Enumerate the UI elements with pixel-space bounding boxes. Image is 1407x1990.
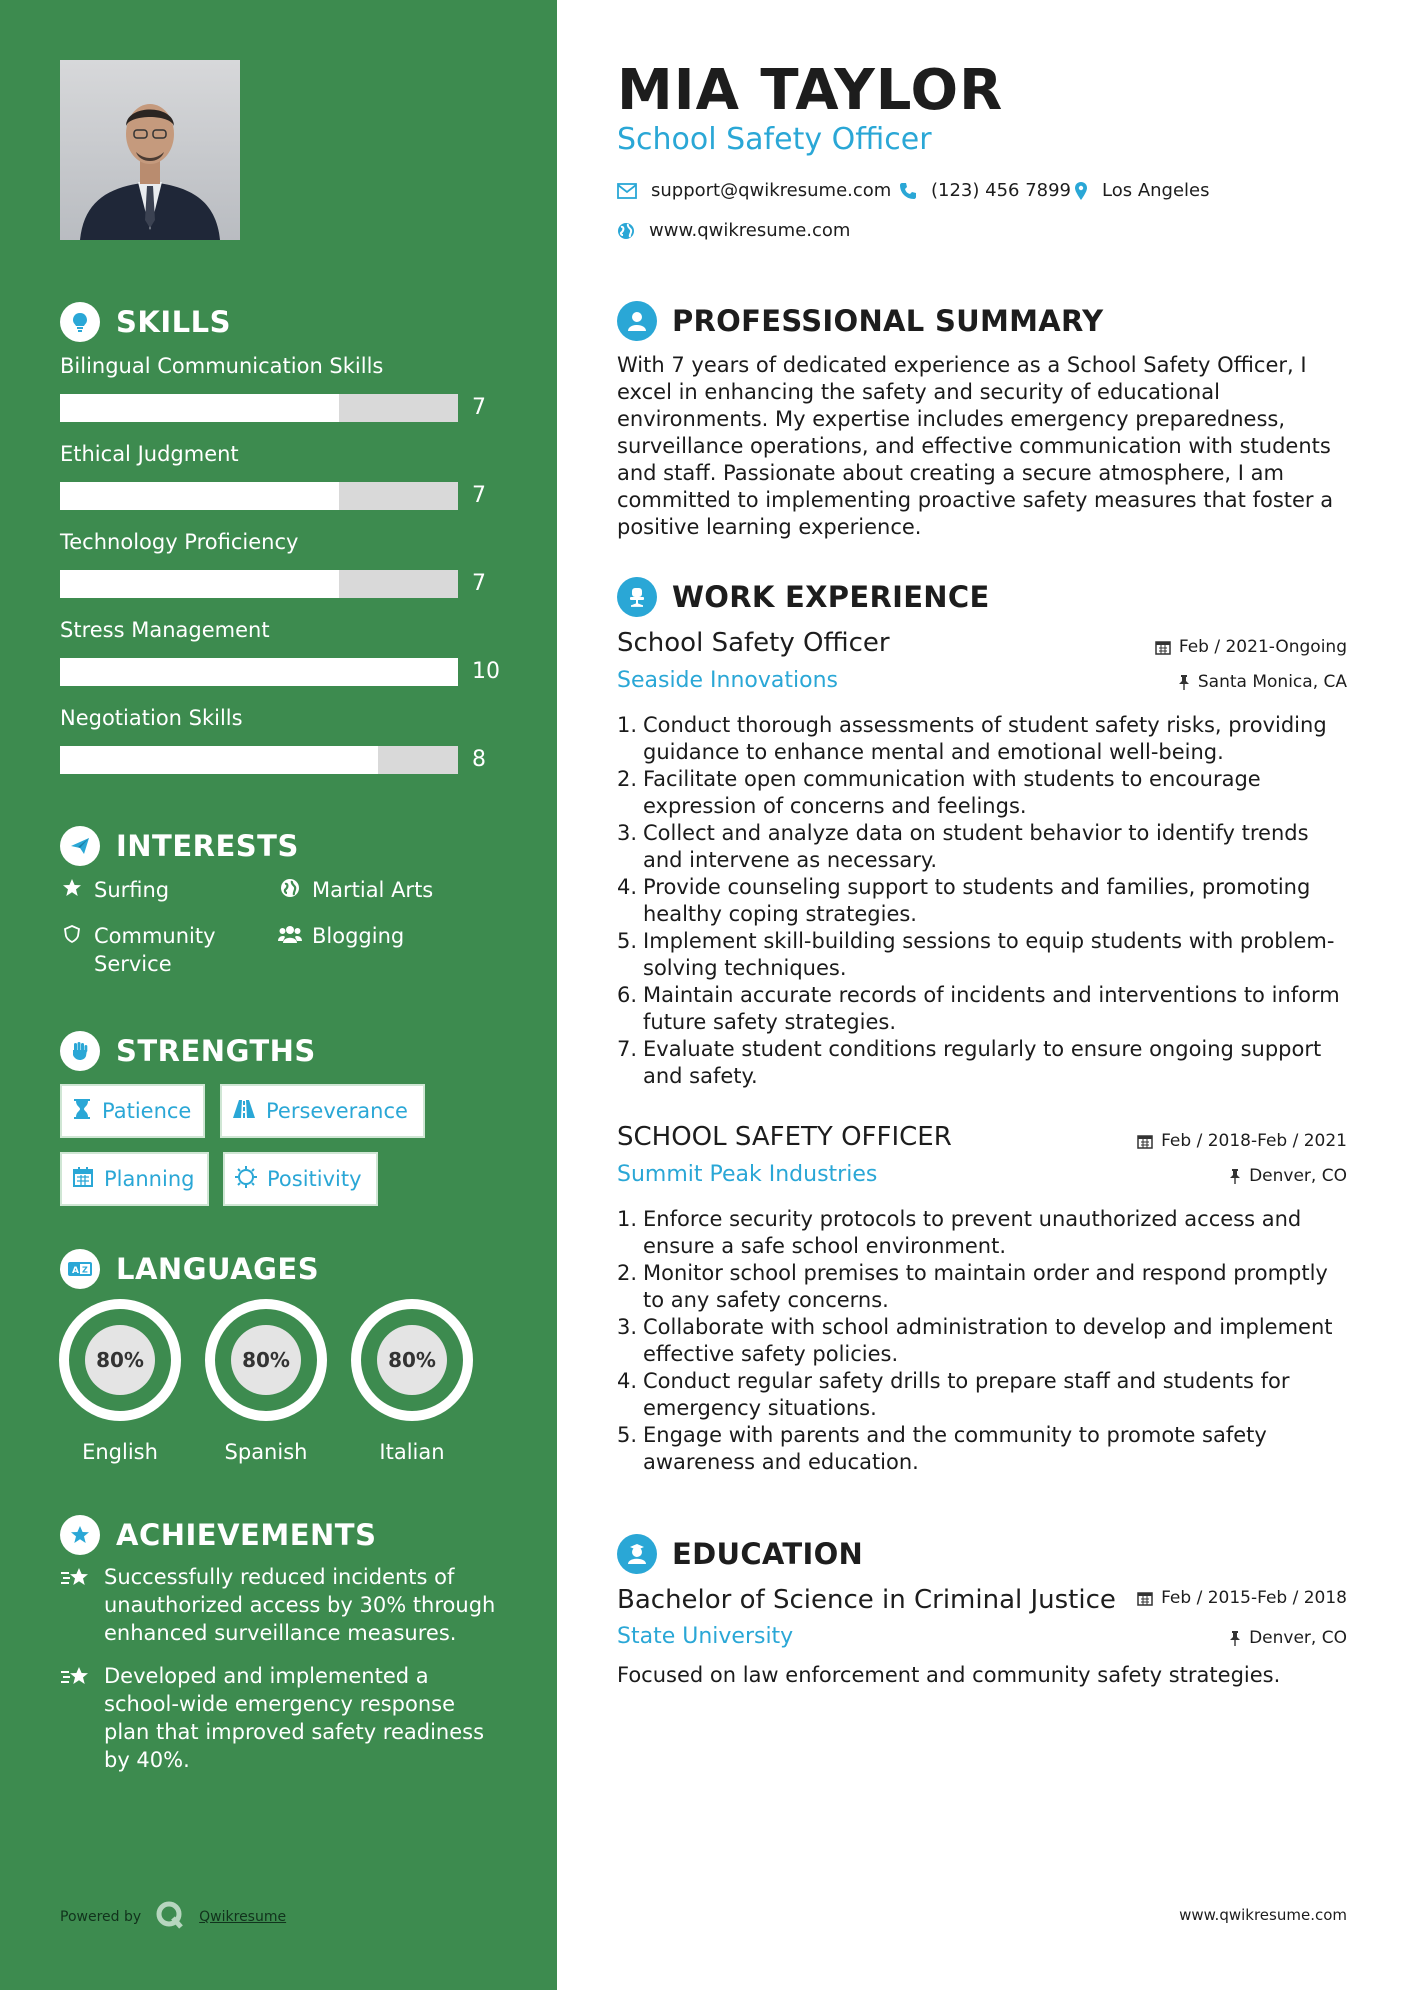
strengths-heading	[60, 1031, 316, 1071]
education-degree: Bachelor of Science in Criminal Justice	[617, 1585, 1116, 1615]
sidebar	[0, 0, 557, 1990]
duty-text: Maintain accurate records of incidents and interventions to inform future safety strategies.	[643, 983, 1340, 1034]
job-dates	[1137, 1131, 1347, 1151]
fist-icon	[60, 1031, 100, 1071]
star-icon	[60, 876, 84, 898]
language-item	[204, 1298, 328, 1464]
skill-bar	[60, 658, 458, 686]
language-percent: 80%	[242, 1348, 290, 1372]
language-item	[350, 1298, 474, 1464]
summary-text: With 7 years of dedicated experience as a School Safety Officer, I excel in enhancing the safety and security of educational environments. My expertise includes emergency preparedness, surveillance operations, and effective communication with students and staff. Passionate about creating a secure atmosphere, I am committed to implementing proactive safety measures that foster a positive learning experience.	[617, 353, 1334, 539]
experience-title: WORK EXPERIENCE	[672, 580, 990, 614]
skill-value: 10	[472, 659, 500, 684]
skill-item	[60, 440, 500, 508]
road-icon	[232, 1099, 256, 1123]
contact-phone	[899, 180, 1071, 201]
duty-item: 1. Enforce security protocols to prevent unauthorized access and ensure a safe school environment.	[617, 1206, 1347, 1260]
skill-name: Bilingual Communication Skills	[60, 354, 384, 378]
education-location	[1229, 1628, 1347, 1648]
interests-title: INTERESTS	[116, 829, 299, 863]
education-description: Focused on law enforcement and community safety strategies.	[617, 1663, 1281, 1687]
qwikresume-logo-icon	[155, 1900, 185, 1934]
duty-text: Engage with parents and the community to promote safety awareness and education.	[643, 1423, 1267, 1474]
paper-plane-icon	[60, 826, 100, 866]
calendar-icon	[1137, 1133, 1153, 1149]
globe-icon	[617, 222, 635, 240]
duty-text: Conduct regular safety drills to prepare staff and students for emergency situations.	[643, 1369, 1290, 1420]
job-dates-text: Feb / 2018-Feb / 2021	[1161, 1131, 1347, 1151]
duty-item: 5. Engage with parents and the community to promote safety awareness and education.	[617, 1422, 1347, 1476]
interest-item	[278, 876, 498, 904]
skill-item	[60, 528, 500, 596]
job-title: School Safety Officer	[617, 628, 890, 658]
interest-label: Surfing	[94, 878, 170, 902]
language-name: Italian	[379, 1440, 445, 1464]
language-icon	[60, 1249, 100, 1289]
shield-icon	[60, 922, 84, 944]
main-content	[617, 0, 1347, 1990]
education-heading	[617, 1533, 863, 1575]
skill-name: Stress Management	[60, 618, 270, 642]
skill-bar	[60, 482, 458, 510]
duty-text: Collect and analyze data on student behavior to identify trends and intervene as necessary.	[643, 821, 1309, 872]
duty-item: 4. Provide counseling support to students and families, promoting healthy coping strategies.	[617, 874, 1347, 928]
globe-icon	[278, 876, 302, 898]
skill-bar-fill	[60, 394, 339, 422]
powered-by	[60, 1900, 286, 1934]
achievement-item	[60, 1662, 500, 1774]
language-name: Spanish	[224, 1440, 308, 1464]
footer-website[interactable]: www.qwikresume.com	[1179, 1906, 1347, 1924]
strength-badge	[60, 1152, 209, 1206]
duty-item: 4. Conduct regular safety drills to prepare staff and students for emergency situations.	[617, 1368, 1347, 1422]
contact-website	[617, 220, 850, 241]
award-star-icon	[60, 1515, 100, 1555]
summary-heading	[617, 300, 1103, 342]
duty-text: Implement skill-building sessions to equip students with problem-solving techniques.	[643, 929, 1335, 980]
contact-location	[1074, 180, 1210, 201]
duty-text: Conduct thorough assessments of student safety risks, providing guidance to enhance mental and emotional well-being.	[643, 713, 1327, 764]
skill-value: 7	[472, 571, 486, 596]
skill-bar-fill	[60, 746, 378, 774]
achievements-title: ACHIEVEMENTS	[116, 1518, 377, 1552]
duty-text: Collaborate with school administration to develop and implement effective safety policies.	[643, 1315, 1333, 1366]
duty-item: 3. Collaborate with school administration to develop and implement effective safety policies.	[617, 1314, 1347, 1368]
interest-item	[60, 922, 260, 978]
job-dates-text: Feb / 2021-Ongoing	[1178, 637, 1347, 657]
interests-heading	[60, 826, 299, 866]
map-pin-icon	[1074, 181, 1088, 201]
job-company: Summit Peak Industries	[617, 1162, 878, 1187]
job-duties	[617, 1206, 1347, 1476]
phone-icon	[899, 182, 917, 200]
job-location-text: Denver, CO	[1249, 1166, 1347, 1186]
duty-item: 6. Maintain accurate records of incidents and interventions to inform future safety strategies.	[617, 982, 1347, 1036]
language-percent: 80%	[388, 1348, 436, 1372]
job-title: SCHOOL SAFETY OFFICER	[617, 1122, 952, 1152]
language-ring	[58, 1298, 182, 1422]
duty-text: Facilitate open communication with students to encourage expression of concerns and feelings.	[643, 767, 1261, 818]
language-item	[58, 1298, 182, 1464]
languages-heading	[60, 1249, 319, 1289]
skill-bar	[60, 746, 458, 774]
job-location-text: Santa Monica, CA	[1197, 672, 1347, 692]
duty-text: Provide counseling support to students and families, promoting healthy coping strategies.	[643, 875, 1311, 926]
candidate-title: School Safety Officer	[617, 122, 932, 157]
interest-item	[278, 922, 498, 950]
duty-text: Enforce security protocols to prevent unauthorized access and ensure a safe school environment.	[643, 1207, 1302, 1258]
skill-name: Negotiation Skills	[60, 706, 243, 730]
interest-label: Community Service	[94, 924, 216, 976]
experience-heading	[617, 576, 990, 618]
svg-text:Z: Z	[82, 1265, 88, 1275]
contact-email	[617, 180, 891, 201]
education-school: State University	[617, 1624, 794, 1649]
pushpin-icon	[1229, 1630, 1241, 1646]
achievement-text: Successfully reduced incidents of unauthorized access by 30% through enhanced surveillance measures.	[104, 1565, 496, 1645]
duty-item: 2. Facilitate open communication with students to encourage expression of concerns and feelings.	[617, 766, 1347, 820]
website-text[interactable]: www.qwikresume.com	[649, 220, 851, 241]
job-dates	[1155, 637, 1347, 657]
pushpin-icon	[1178, 674, 1190, 690]
envelope-icon	[617, 183, 637, 199]
language-ring	[204, 1298, 328, 1422]
profile-photo	[60, 60, 240, 240]
duty-item: 2. Monitor school premises to maintain order and respond promptly to any safety concerns.	[617, 1260, 1347, 1314]
strength-label: Planning	[104, 1167, 195, 1191]
job-duties	[617, 712, 1347, 1090]
location-text: Los Angeles	[1102, 180, 1210, 201]
job-location	[1229, 1166, 1347, 1186]
strength-badge	[223, 1152, 378, 1206]
achievement-item	[60, 1563, 500, 1647]
achievements-heading	[60, 1515, 376, 1555]
duty-text: Monitor school premises to maintain order and respond promptly to any safety concerns.	[643, 1261, 1328, 1312]
languages-title: LANGUAGES	[116, 1252, 320, 1286]
skill-name: Ethical Judgment	[60, 442, 239, 466]
skills-heading	[60, 302, 231, 342]
skill-value: 7	[472, 483, 486, 508]
interest-label: Blogging	[312, 924, 405, 948]
achievement-text: Developed and implemented a school-wide emergency response plan that improved safety readiness by 40%.	[104, 1664, 485, 1772]
skills-title: SKILLS	[116, 305, 231, 339]
language-name: English	[82, 1440, 158, 1464]
pushpin-icon	[1229, 1168, 1241, 1184]
strength-label: Patience	[102, 1099, 192, 1123]
education-dates	[1137, 1588, 1347, 1608]
strength-badge	[220, 1084, 425, 1138]
skill-item	[60, 616, 500, 684]
calendar-icon	[1155, 639, 1171, 655]
calendar-icon	[1137, 1590, 1153, 1606]
interest-label: Martial Arts	[312, 878, 434, 902]
duty-item: 7. Evaluate student conditions regularly to ensure ongoing support and safety.	[617, 1036, 1347, 1090]
skill-bar-fill	[60, 570, 339, 598]
education-title: EDUCATION	[672, 1537, 864, 1571]
skill-item	[60, 352, 500, 420]
qwikresume-link[interactable]: Qwikresume	[199, 1909, 287, 1925]
calendar-icon	[72, 1166, 94, 1192]
strength-badge	[60, 1084, 205, 1138]
office-chair-icon	[617, 577, 657, 617]
powered-by-label: Powered by	[60, 1909, 142, 1925]
svg-text:A: A	[72, 1266, 79, 1276]
phone-text: (123) 456 7899	[931, 180, 1072, 201]
duty-text: Evaluate student conditions regularly to ensure ongoing support and safety.	[643, 1037, 1322, 1088]
sun-icon	[235, 1166, 257, 1192]
duty-item: 1. Conduct thorough assessments of student safety risks, providing guidance to enhance mental and emotional well-being.	[617, 712, 1347, 766]
job-location	[1178, 672, 1347, 692]
skill-name: Technology Proficiency	[60, 530, 299, 554]
skill-item	[60, 704, 500, 772]
language-ring	[350, 1298, 474, 1422]
lightbulb-icon	[60, 302, 100, 342]
language-percent: 80%	[96, 1348, 144, 1372]
skill-bar-fill	[60, 658, 458, 686]
strength-label: Positivity	[267, 1167, 362, 1191]
duty-item: 3. Collect and analyze data on student behavior to identify trends and intervene as necessary.	[617, 820, 1347, 874]
graduate-icon	[617, 1534, 657, 1574]
job-company: Seaside Innovations	[617, 668, 838, 693]
summary-title: PROFESSIONAL SUMMARY	[672, 304, 1104, 338]
skill-bar-fill	[60, 482, 339, 510]
education-location-text: Denver, CO	[1249, 1628, 1347, 1648]
shooting-star-icon	[60, 1563, 92, 1647]
email-text[interactable]: support@qwikresume.com	[651, 180, 892, 201]
education-dates-text: Feb / 2015-Feb / 2018	[1161, 1588, 1347, 1608]
duty-item: 5. Implement skill-building sessions to equip students with problem-solving techniques.	[617, 928, 1347, 982]
user-icon	[617, 301, 657, 341]
candidate-name: MIA TAYLOR	[617, 58, 1004, 123]
skill-value: 7	[472, 395, 486, 420]
strengths-title: STRENGTHS	[116, 1034, 316, 1068]
shooting-star-icon	[60, 1662, 92, 1774]
users-icon	[278, 922, 302, 944]
skill-bar	[60, 570, 458, 598]
skill-bar	[60, 394, 458, 422]
skill-value: 8	[472, 747, 486, 772]
interest-item	[60, 876, 260, 904]
strength-label: Perseverance	[266, 1099, 408, 1123]
hourglass-icon	[72, 1098, 92, 1124]
